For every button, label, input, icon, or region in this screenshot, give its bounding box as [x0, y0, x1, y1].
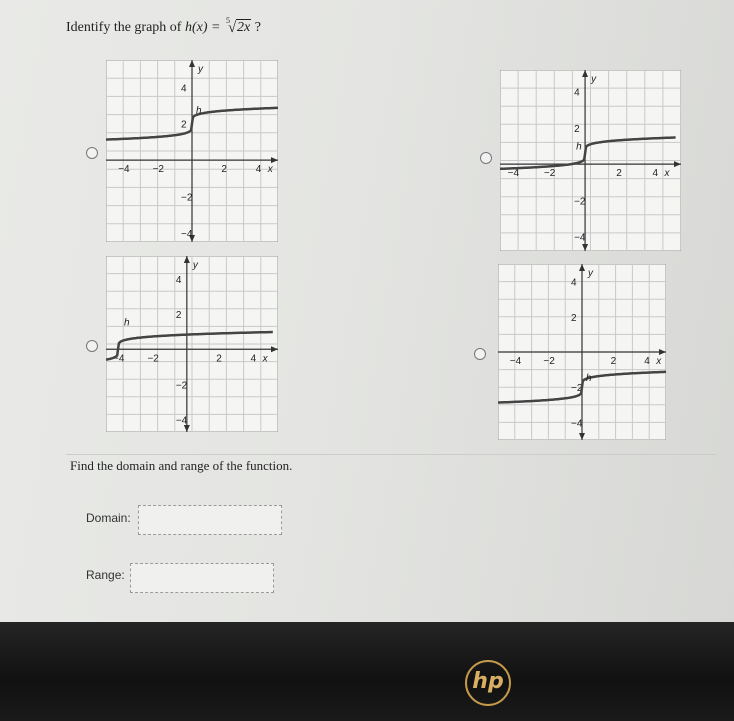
choice-c-xtick-label: −2 [147, 353, 159, 365]
choice-c-curve-label: h [124, 317, 130, 329]
choice-a-y-axis-label: y [198, 64, 203, 75]
divider [66, 454, 716, 455]
choice-b-xtick-label: −4 [507, 168, 520, 180]
choice-c-x-axis-label: x [262, 353, 268, 365]
choice-d-ytick-label: −2 [571, 383, 583, 395]
choice-b-ytick-label: 2 [574, 123, 580, 135]
choice-b-graph [500, 70, 681, 251]
question-text: Identify the graph of h(x) = 5 √ 2x ? [66, 16, 261, 36]
choice-b[interactable] [480, 70, 690, 252]
function-lhs: h(x) = [184, 20, 221, 35]
choice-d-ytick-label: −4 [571, 418, 583, 430]
choice-d-ytick-label: 2 [571, 312, 577, 324]
choice-a-xtick-label: −2 [152, 164, 165, 176]
hp-logo-icon: hp [465, 660, 511, 706]
choice-d-xtick-label: −4 [509, 356, 522, 367]
choice-b-x-axis-label: x [664, 168, 670, 180]
choice-d-radio[interactable] [474, 348, 486, 360]
choice-c-ytick-label: 4 [175, 274, 182, 286]
choice-d-xtick-label: −2 [543, 356, 555, 367]
choice-b-y-axis-label: y [591, 74, 597, 85]
choice-b-xtick-label: 4 [652, 168, 659, 180]
choice-a-ytick-label: −2 [181, 192, 193, 204]
choice-a-curve-label: h [196, 105, 202, 117]
choice-a-graph [106, 60, 278, 242]
choice-c-xtick-label: 4 [250, 353, 257, 365]
domain-label: Domain: [86, 511, 131, 525]
choice-b-xtick-label: −2 [543, 168, 556, 180]
choice-b-ytick-label: −2 [574, 196, 586, 208]
choice-a-xtick-label: 2 [221, 164, 227, 176]
choice-a-xtick-label: −4 [118, 164, 130, 176]
choice-a-ytick-label: −4 [181, 228, 193, 240]
choice-c-xtick-label: −4 [113, 353, 125, 365]
choice-c-ytick-label: −2 [175, 380, 188, 392]
choice-d-graph [498, 264, 666, 440]
choice-c-ytick-label: 2 [175, 310, 182, 322]
choice-d-xtick-label: 4 [644, 356, 650, 367]
range-label: Range: [86, 568, 125, 582]
choice-b-radio[interactable] [480, 152, 492, 164]
choice-c[interactable] [86, 256, 286, 434]
choice-d[interactable] [474, 264, 674, 442]
choice-b-ytick-label: 4 [574, 87, 580, 99]
choice-b-xtick-label: 2 [616, 168, 622, 180]
choice-a-xtick-label: 4 [255, 164, 262, 176]
choice-a-x-axis-label: x [267, 164, 273, 176]
choice-d-curve-label: h [586, 373, 592, 385]
choice-d-y-axis-label: y [588, 268, 593, 279]
choice-a[interactable] [86, 60, 286, 244]
choice-d-ytick-label: 4 [571, 277, 577, 289]
choice-b-ytick-label: −4 [574, 232, 586, 244]
choice-c-y-axis-label: y [192, 260, 198, 271]
choice-d-xtick-label: 2 [610, 356, 617, 367]
choice-a-ytick-label: 4 [181, 83, 187, 95]
choice-b-curve-label: h [576, 141, 582, 153]
choice-a-radio[interactable] [86, 147, 98, 159]
choice-c-graph [106, 256, 278, 432]
choice-d-x-axis-label: x [656, 356, 662, 367]
choice-c-ytick-label: −4 [175, 415, 188, 427]
range-input[interactable] [130, 563, 274, 593]
domain-input[interactable] [138, 505, 282, 535]
radicand: 2x [236, 20, 251, 35]
part2-prompt: Find the domain and range of the function. [70, 458, 293, 473]
choice-a-ytick-label: 2 [181, 119, 187, 131]
laptop-bezel [0, 622, 734, 721]
choice-c-radio[interactable] [86, 340, 98, 352]
root-index: 5 [225, 16, 230, 25]
choice-c-xtick-label: 2 [216, 353, 222, 365]
radical: 5 √ 2x [225, 16, 251, 36]
